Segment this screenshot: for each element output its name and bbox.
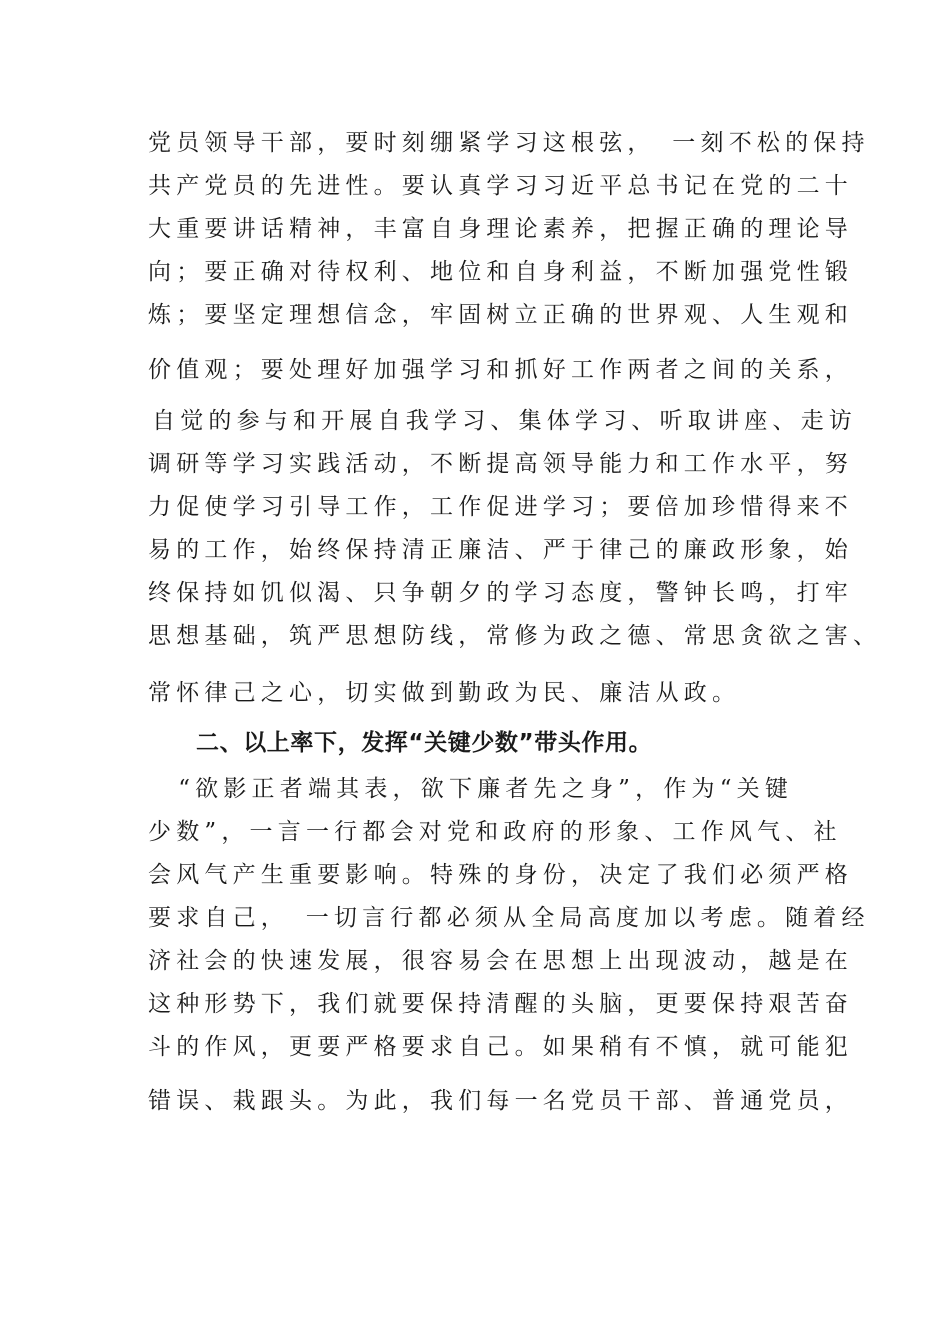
paragraph-line: 思想基础，筑严思想防线，常修为政之德、常思贪欲之害、 xyxy=(148,623,882,649)
paragraph-line: 这种形势下，我们就要保持清醒的头脑，更要保持艰苦奋 xyxy=(148,991,853,1017)
paragraph-line: 价值观；要处理好加强学习和抓好工作两者之间的关系， xyxy=(148,357,853,383)
paragraph-line: 易的工作，始终保持清正廉洁、严于律己的廉政形象，始 xyxy=(148,537,853,563)
paragraph-line: 会风气产生重要影响。特殊的身份，决定了我们必须严格 xyxy=(148,862,853,888)
paragraph-line: 常怀律己之心，切实做到勤政为民、廉洁从政。 xyxy=(148,680,741,706)
paragraph-line: 力促使学习引导工作，工作促进学习；要倍加珍惜得来不 xyxy=(148,494,853,520)
paragraph-line: 大重要讲话精神，丰富自身理论素养，把握正确的理论导 xyxy=(148,216,853,242)
paragraph-line: 党员领导干部，要时刻绷紧学习这根弦， 一刻不松的保持 xyxy=(148,130,870,156)
paragraph-line: 向；要正确对待权利、地位和自身利益，不断加强党性锻 xyxy=(148,259,853,285)
paragraph-line: 终保持如饥似渴、只争朝夕的学习态度，警钟长鸣，打牢 xyxy=(148,580,853,606)
paragraph-line: 自觉的参与和开展自我学习、集体学习、听取讲座、走访 xyxy=(152,408,857,434)
paragraph-line: 济社会的快速发展，很容易会在思想上出现波动，越是在 xyxy=(148,948,853,974)
paragraph-line: 错误、栽跟头。为此，我们每一名党员干部、普通党员， xyxy=(148,1088,853,1114)
paragraph-line: “欲影正者端其表，欲下廉者先之身”，作为“关键 xyxy=(150,776,794,802)
paragraph-line: 炼；要坚定理想信念，牢固树立正确的世界观、人生观和 xyxy=(148,302,853,328)
paragraph-line: 少数”，一言一行都会对党和政府的形象、工作风气、社 xyxy=(148,819,842,845)
paragraph-line: 要求自己， 一切言行都必须从全局高度加以考虑。随着经 xyxy=(148,905,870,931)
paragraph-line: 斗的作风，更要严格要求自己。如果稍有不慎，就可能犯 xyxy=(148,1034,853,1060)
paragraph-line: 共产党员的先进性。要认真学习习近平总书记在党的二十 xyxy=(148,173,853,199)
paragraph-line: 调研等学习实践活动，不断提高领导能力和工作水平，努 xyxy=(148,451,853,477)
section-heading: 二、以上率下，发挥“关键少数”带头作用。 xyxy=(196,730,653,756)
